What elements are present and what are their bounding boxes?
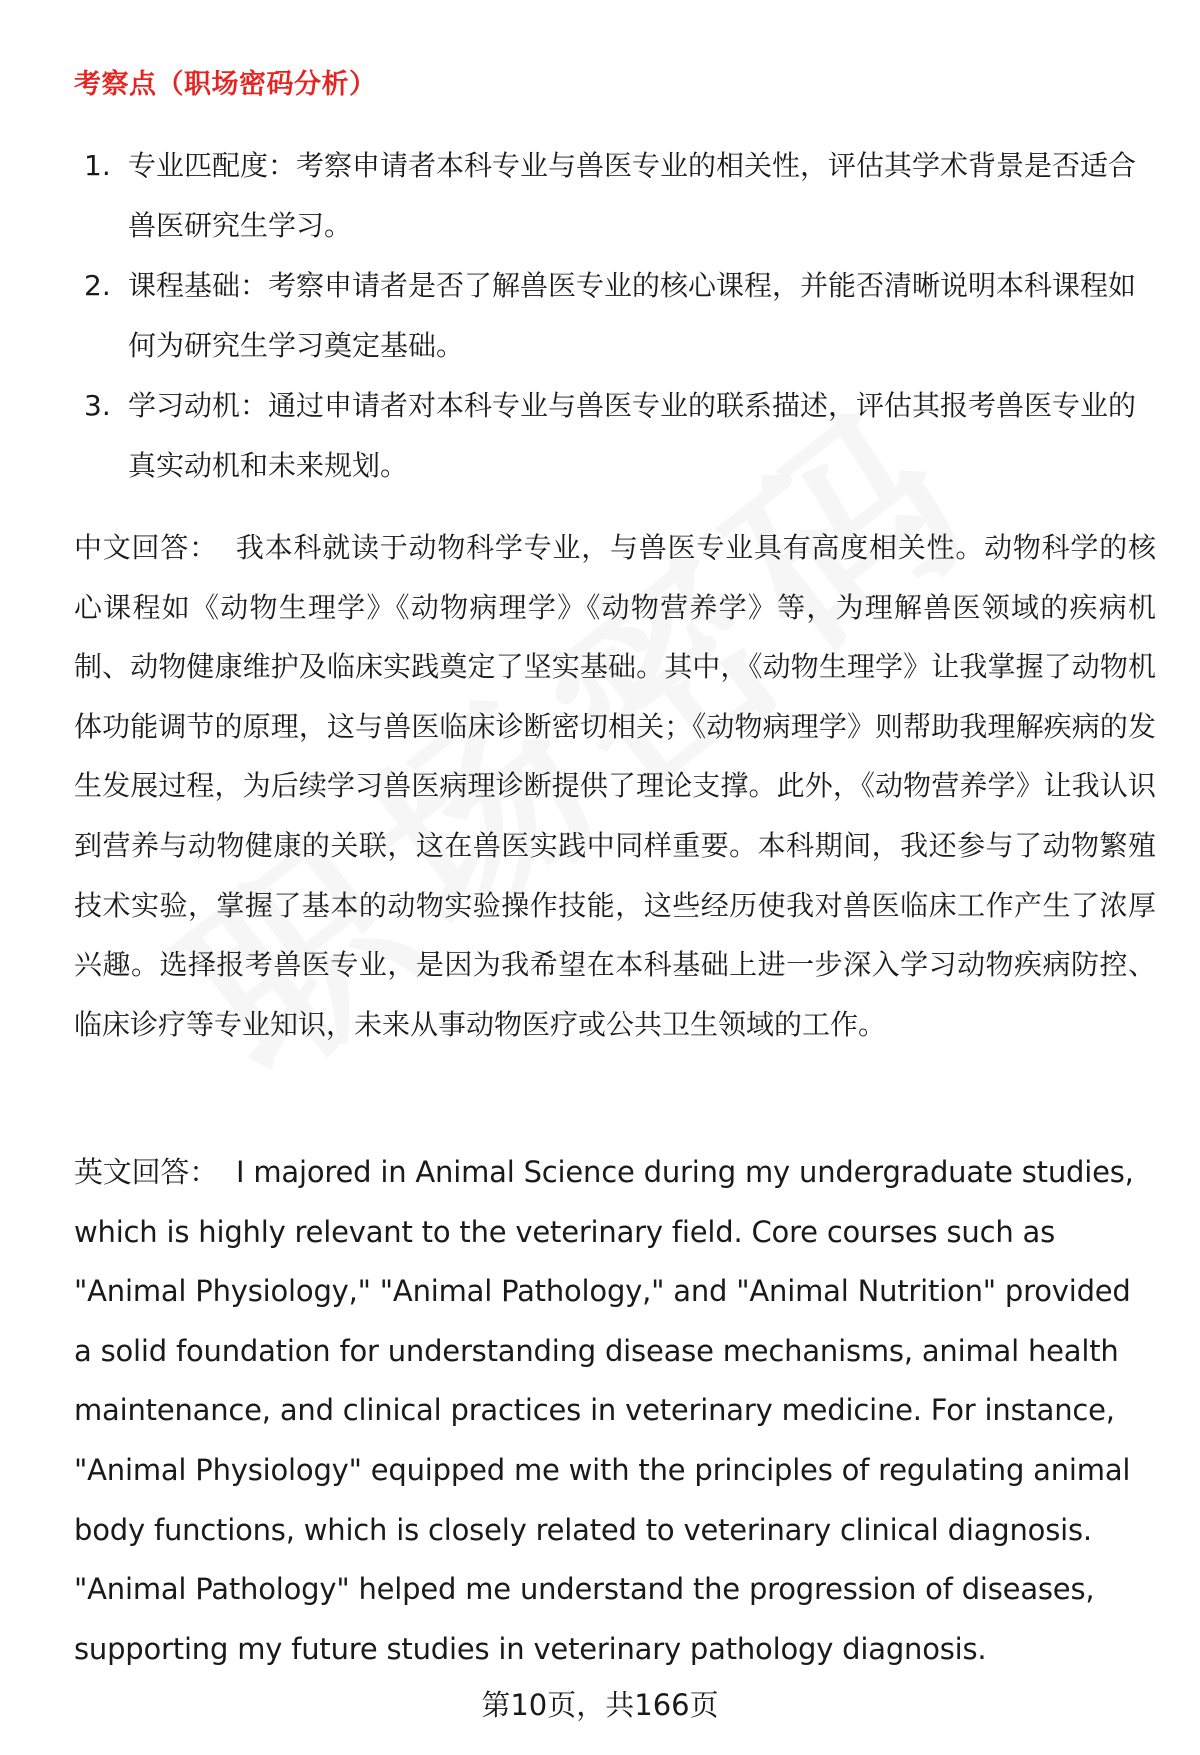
section-title: 考察点（职场密码分析） [74, 69, 377, 100]
english-answer-text: I majored in Animal Science during my undergraduate studies, which is highly relevant to the veterinary field. Core courses such as "Animal Physiology," "Animal Pathology," and "Animal Nutrition" provided a solid foundation for understanding disease mechanisms, animal health maintenance, and clinical practices in veterinary medicine. For instance, "Animal Physiology" equipped me with the principles of regulating animal body functions, which is closely related to veterinary clinical diagnosis. "Animal Pathology" helped me understand the progression of diseases, supporting my future studies in veterinary pathology diagnosis. [74, 1155, 1134, 1666]
list-item [84, 376, 1144, 496]
list-item-number: 1. [84, 149, 111, 182]
english-answer-paragraph [74, 1143, 1156, 1679]
list-item-text: 课程基础：考察申请者是否了解兽医专业的核心课程，并能否清晰说明本科课程如何为研究生学习奠定基础。 [128, 269, 1137, 362]
list-item-number: 2. [84, 269, 111, 302]
chinese-answer-label: 中文回答： [74, 531, 218, 564]
chinese-answer-paragraph [74, 518, 1156, 1054]
list-item-text: 学习动机：通过申请者对本科专业与兽医专业的联系描述，评估其报考兽医专业的真实动机和未来规划。 [128, 389, 1137, 482]
list-item-text: 专业匹配度：考察申请者本科专业与兽医专业的相关性，评估其学术背景是否适合兽医研究生学习。 [128, 149, 1137, 242]
english-answer-label: 英文回答： [74, 1155, 219, 1189]
page-number: 第10页，共166页 [481, 1688, 719, 1722]
list-item [84, 136, 1144, 256]
chinese-answer-text: 我本科就读于动物科学专业，与兽医专业具有高度相关性。动物科学的核心课程如《动物生理学》《动物病理学》《动物营养学》等，为理解兽医领域的疾病机制、动物健康维护及临床实践奠定了坚实基础。其中，《动物生理学》让我掌握了动物机体功能调节的原理，这与兽医临床诊断密切相关；《动物病理学》则帮助我理解疾病的发生发展过程，为后续学习兽医病理诊断提供了理论支撑。此外，《动物营养学》让我认识到营养与动物健康的关联，这在兽医实践中同样重要。本科期间，我还参与了动物繁殖技术实验，掌握了基本的动物实验操作技能，这些经历使我对兽医临床工作产生了浓厚兴趣。选择报考兽医专业，是因为我希望在本科基础上进一步深入学习动物疾病防控、临床诊疗等专业知识，未来从事动物医疗或公共卫生领域的工作。 [74, 531, 1156, 1041]
list-item-number: 3. [84, 389, 111, 422]
list-item [84, 256, 1144, 376]
evaluation-points-list [84, 136, 1144, 496]
